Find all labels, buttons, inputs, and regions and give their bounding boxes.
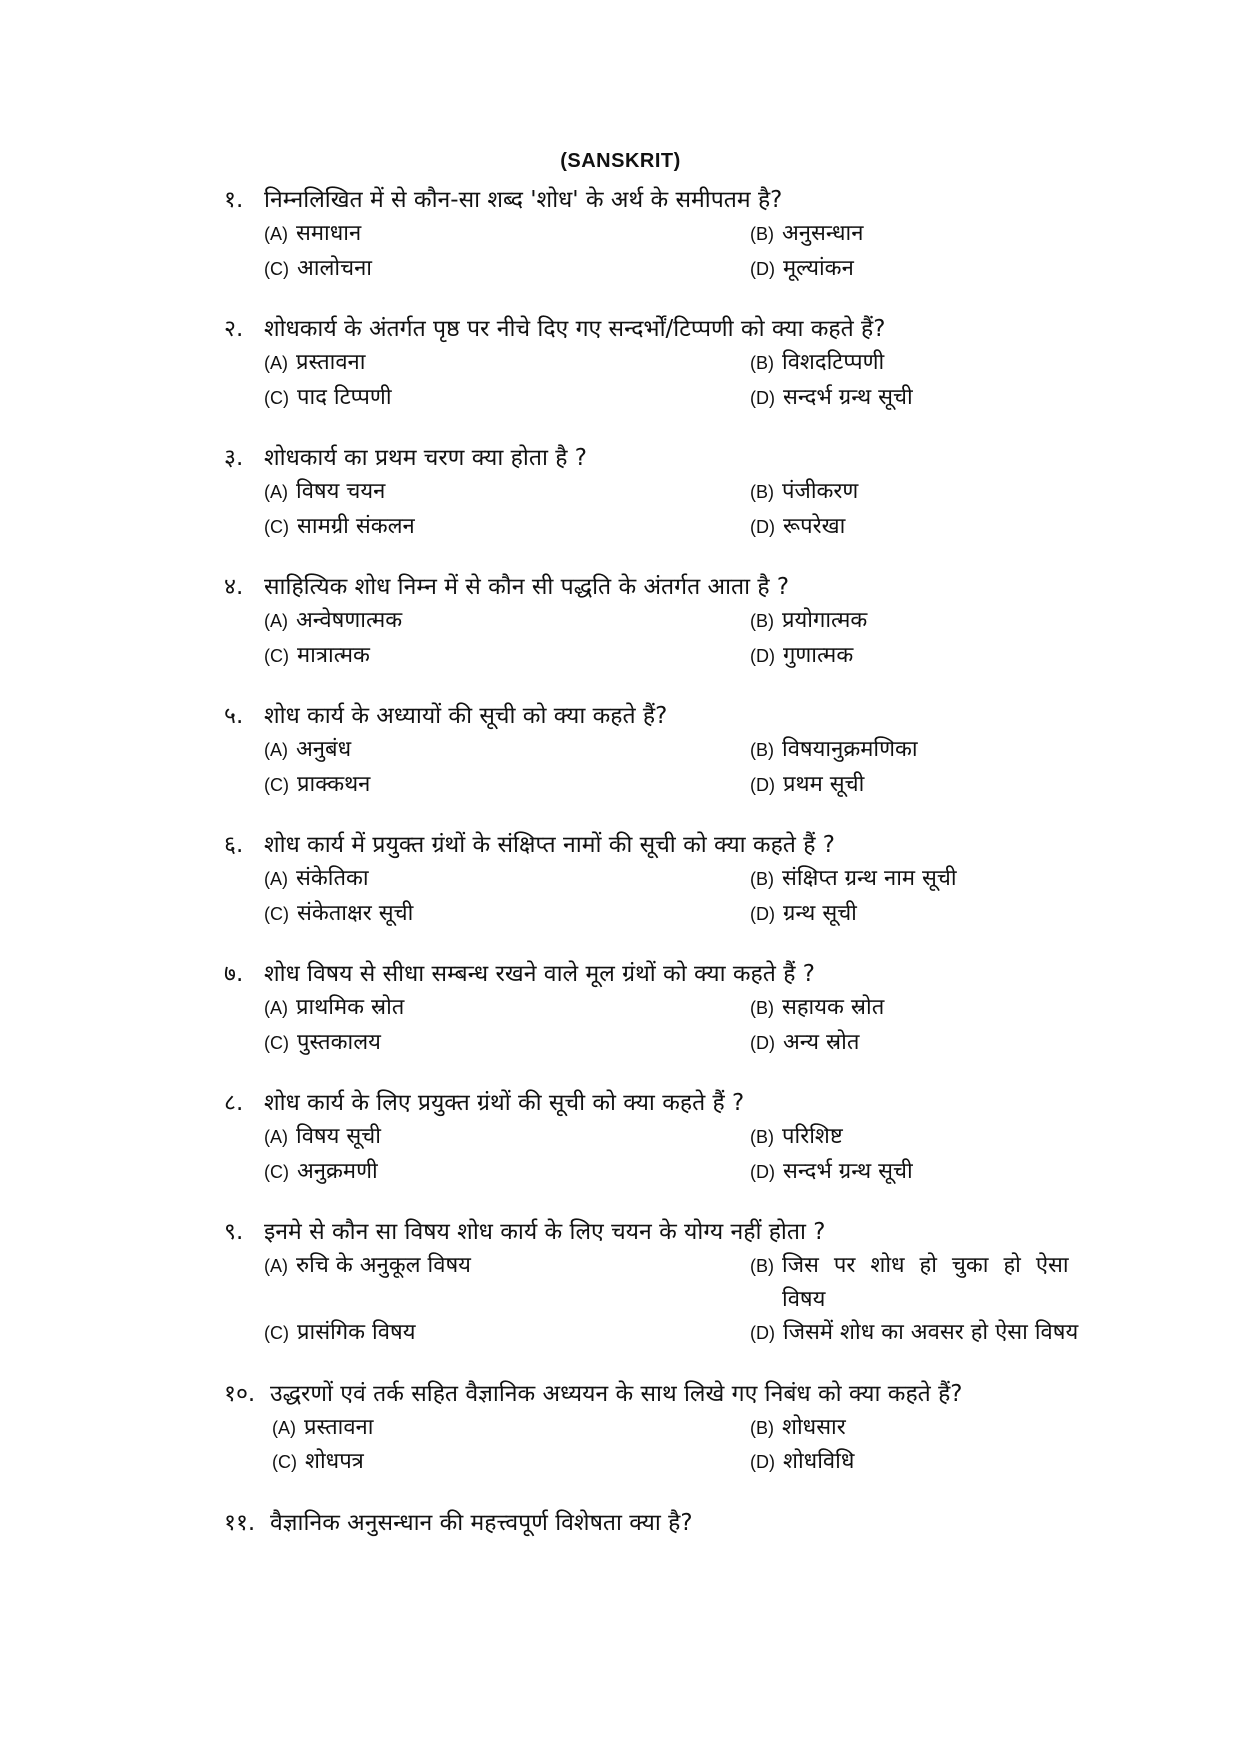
option-label: (A) xyxy=(264,1127,288,1147)
option-c xyxy=(264,1026,750,1061)
option-label: (A) xyxy=(264,353,288,373)
option-text: रुचि के अनुकूल विषय xyxy=(296,1253,471,1278)
question-line xyxy=(224,1086,1164,1120)
question-11 xyxy=(224,1506,1164,1540)
options-grid xyxy=(264,346,1164,415)
page-title: (SANSKRIT) xyxy=(560,150,681,172)
question-text: शोध कार्य के अध्यायों की सूची को क्या कहते हैं? xyxy=(264,703,668,729)
question-number: १. xyxy=(224,187,244,213)
options-grid xyxy=(264,1120,1164,1189)
question-number: ३. xyxy=(224,445,244,471)
question-line xyxy=(224,828,1164,862)
option-b xyxy=(750,862,1158,897)
option-label: (A) xyxy=(264,998,288,1018)
option-a xyxy=(264,217,750,252)
option-b xyxy=(750,991,1158,1026)
question-number: ९. xyxy=(224,1219,244,1245)
option-text: प्रयोगात्मक xyxy=(782,608,868,633)
option-label: (B) xyxy=(750,482,774,502)
option-c xyxy=(264,1155,750,1190)
option-label: (C) xyxy=(264,516,289,537)
option-c xyxy=(272,1445,750,1480)
option-label: (A) xyxy=(264,740,288,760)
option-d xyxy=(750,639,1158,674)
question-text: शोध कार्य में प्रयुक्त ग्रंथों के संक्षिप्त नामों की सूची को क्या कहते हैं ? xyxy=(264,832,835,858)
option-label: (B) xyxy=(750,1127,774,1147)
question-number: ११. xyxy=(224,1509,256,1536)
option-label: (D) xyxy=(750,1323,775,1343)
question-line xyxy=(224,312,1164,346)
option-label: (D) xyxy=(750,774,775,795)
option-a xyxy=(264,604,750,639)
option-b xyxy=(750,1249,1158,1316)
option-text: प्राक्कथन xyxy=(297,771,371,797)
option-text: शोधसार xyxy=(782,1414,846,1440)
question-text: वैज्ञानिक अनुसन्धान की महत्त्वपूर्ण विशेषता क्या है? xyxy=(270,1509,693,1536)
option-c xyxy=(264,1316,750,1351)
option-text: अन्य स्रोत xyxy=(783,1029,860,1055)
question-10 xyxy=(224,1377,1164,1480)
option-text: प्रस्तावना xyxy=(304,1414,374,1440)
option-label: (A) xyxy=(264,611,288,631)
question-text: साहित्यिक शोध निम्न में से कौन सी पद्धति के अंतर्गत आता है ? xyxy=(264,574,790,600)
option-label: (B) xyxy=(750,869,774,889)
question-7 xyxy=(224,957,1164,1060)
option-text: प्राथमिक स्रोत xyxy=(296,995,405,1020)
option-c xyxy=(264,381,750,416)
question-list xyxy=(224,183,1164,1566)
option-label: (C) xyxy=(264,774,289,795)
option-label: (A) xyxy=(264,1256,288,1276)
option-c xyxy=(264,768,750,803)
options-grid xyxy=(272,1411,1164,1480)
question-text: इनमे से कौन सा विषय शोध कार्य के लिए चयन के योग्य नहीं होता ? xyxy=(264,1219,826,1245)
option-a xyxy=(264,991,750,1026)
question-text: निम्नलिखित में से कौन-सा शब्द 'शोध' के अर्थ के समीपतम है? xyxy=(264,187,783,213)
question-text: शोध विषय से सीधा सम्बन्ध रखने वाले मूल ग्रंथों को क्या कहते हैं ? xyxy=(264,961,815,987)
option-text: शोधपत्र xyxy=(305,1449,364,1474)
option-c xyxy=(264,510,750,545)
option-label: (B) xyxy=(750,224,774,244)
option-b xyxy=(750,346,1158,381)
option-b xyxy=(750,217,1158,252)
option-label: (B) xyxy=(750,353,774,373)
question-text: शोधकार्य के अंतर्गत पृष्ठ पर नीचे दिए गए सन्दर्भों/टिप्पणी को क्या कहते हैं? xyxy=(264,316,886,342)
option-text: शोधविधि xyxy=(783,1449,855,1474)
option-b xyxy=(750,1120,1158,1155)
option-text: समाधान xyxy=(296,221,362,246)
option-label: (B) xyxy=(750,998,774,1018)
option-label: (B) xyxy=(750,1417,774,1438)
question-number: ५. xyxy=(224,703,244,729)
option-text: प्रस्तावना xyxy=(296,350,366,375)
option-text: प्रासंगिक विषय xyxy=(297,1320,416,1345)
option-d xyxy=(750,1026,1158,1061)
option-a xyxy=(264,475,750,510)
question-line xyxy=(224,441,1164,475)
question-text: शोध कार्य के लिए प्रयुक्त ग्रंथों की सूची को क्या कहते हैं ? xyxy=(264,1090,745,1116)
question-number: ४. xyxy=(224,574,244,600)
question-4 xyxy=(224,570,1164,673)
option-label: (C) xyxy=(264,1323,289,1343)
option-text: आलोचना xyxy=(297,255,372,281)
option-text: विषय सूची xyxy=(296,1124,381,1149)
option-a xyxy=(264,1120,750,1155)
question-1 xyxy=(224,183,1164,286)
question-line xyxy=(224,1377,1164,1411)
option-label: (C) xyxy=(264,1161,289,1182)
question-text: शोधकार्य का प्रथम चरण क्या होता है ? xyxy=(264,445,587,471)
option-b xyxy=(750,475,1158,510)
options-grid xyxy=(264,862,1164,931)
option-a xyxy=(264,862,750,897)
option-c xyxy=(264,897,750,932)
option-a xyxy=(264,733,750,768)
option-text: जिसमें शोध का अवसर हो ऐसा विषय xyxy=(783,1320,1079,1345)
options-grid xyxy=(264,475,1164,544)
option-text: पुस्तकालय xyxy=(297,1029,381,1055)
question-number: ८. xyxy=(224,1090,244,1116)
option-b xyxy=(750,1411,1158,1446)
option-text: प्रथम सूची xyxy=(783,771,865,797)
option-text: ग्रन्थ सूची xyxy=(783,900,857,926)
option-text: मात्रात्मक xyxy=(297,642,370,668)
option-b xyxy=(750,604,1158,639)
option-label: (C) xyxy=(272,1452,297,1472)
option-text: संकेतिका xyxy=(296,866,369,891)
option-label: (A) xyxy=(264,482,288,502)
option-label: (C) xyxy=(264,1032,289,1053)
option-a xyxy=(272,1411,750,1446)
option-text: गुणात्मक xyxy=(783,642,854,668)
option-label: (C) xyxy=(264,387,289,408)
option-label: (C) xyxy=(264,258,289,279)
option-label: (D) xyxy=(750,258,775,279)
option-label: (D) xyxy=(750,1032,775,1053)
option-d xyxy=(750,510,1158,545)
question-line xyxy=(224,183,1164,217)
option-text: सन्दर्भ ग्रन्थ सूची xyxy=(783,1158,913,1184)
option-a xyxy=(264,346,750,381)
question-8 xyxy=(224,1086,1164,1189)
option-text: अन्वेषणात्मक xyxy=(296,608,403,633)
option-text: विशदटिप्पणी xyxy=(782,350,885,375)
option-d xyxy=(750,1316,1158,1351)
question-line xyxy=(224,699,1164,733)
option-text: अनुक्रमणी xyxy=(297,1158,378,1184)
option-d xyxy=(750,897,1158,932)
option-label: (A) xyxy=(264,224,288,244)
question-number: २. xyxy=(224,316,244,342)
option-label: (C) xyxy=(264,645,289,666)
question-line xyxy=(224,1215,1164,1249)
option-label: (A) xyxy=(264,869,288,889)
option-text: परिशिष्ट xyxy=(782,1124,843,1149)
question-line xyxy=(224,957,1164,991)
question-5 xyxy=(224,699,1164,802)
option-text: विषय चयन xyxy=(296,479,386,504)
option-text: सहायक स्रोत xyxy=(782,995,885,1020)
question-6 xyxy=(224,828,1164,931)
option-c xyxy=(264,252,750,287)
option-label: (D) xyxy=(750,1161,775,1182)
question-number: ६. xyxy=(224,832,244,858)
option-b xyxy=(750,733,1158,768)
option-label: (D) xyxy=(750,1452,775,1472)
option-label: (B) xyxy=(750,611,774,631)
option-text: अनुसन्धान xyxy=(782,221,864,246)
option-text: विषयानुक्रमणिका xyxy=(782,737,918,762)
question-line xyxy=(224,570,1164,604)
option-text: सन्दर्भ ग्रन्थ सूची xyxy=(783,384,913,410)
option-label: (A) xyxy=(272,1417,296,1438)
question-2 xyxy=(224,312,1164,415)
options-grid xyxy=(264,733,1164,802)
question-line xyxy=(224,1506,1164,1540)
option-label: (B) xyxy=(750,740,774,760)
option-text: पाद टिप्पणी xyxy=(297,384,392,410)
option-d xyxy=(750,1445,1158,1480)
option-text: सामग्री संकलन xyxy=(297,513,415,539)
option-d xyxy=(750,252,1158,287)
option-text: संकेताक्षर सूची xyxy=(297,900,414,926)
question-9 xyxy=(224,1215,1164,1351)
option-label: (D) xyxy=(750,903,775,924)
option-label: (D) xyxy=(750,645,775,666)
option-text: जिस पर शोध हो चुका हो ऐसा विषय xyxy=(782,1253,1069,1312)
question-number: ७. xyxy=(224,961,244,987)
option-d xyxy=(750,768,1158,803)
options-grid xyxy=(264,217,1164,286)
option-text: मूल्यांकन xyxy=(783,255,854,281)
option-text: संक्षिप्त ग्रन्थ नाम सूची xyxy=(782,866,957,891)
option-d xyxy=(750,1155,1158,1190)
options-grid xyxy=(264,991,1164,1060)
options-grid xyxy=(264,604,1164,673)
option-d xyxy=(750,381,1158,416)
option-label: (C) xyxy=(264,903,289,924)
question-number: १०. xyxy=(224,1380,256,1407)
option-label: (D) xyxy=(750,516,775,537)
options-grid xyxy=(264,1249,1164,1351)
option-c xyxy=(264,639,750,674)
option-text: रूपरेखा xyxy=(783,513,846,539)
option-text: पंजीकरण xyxy=(782,479,859,504)
option-label: (B) xyxy=(750,1256,774,1276)
option-label: (D) xyxy=(750,387,775,408)
option-text: अनुबंध xyxy=(296,737,352,762)
question-3 xyxy=(224,441,1164,544)
question-text: उद्धरणों एवं तर्क सहित वैज्ञानिक अध्ययन के साथ लिखे गए निबंध को क्या कहते हैं? xyxy=(270,1380,963,1407)
option-a xyxy=(264,1249,750,1316)
